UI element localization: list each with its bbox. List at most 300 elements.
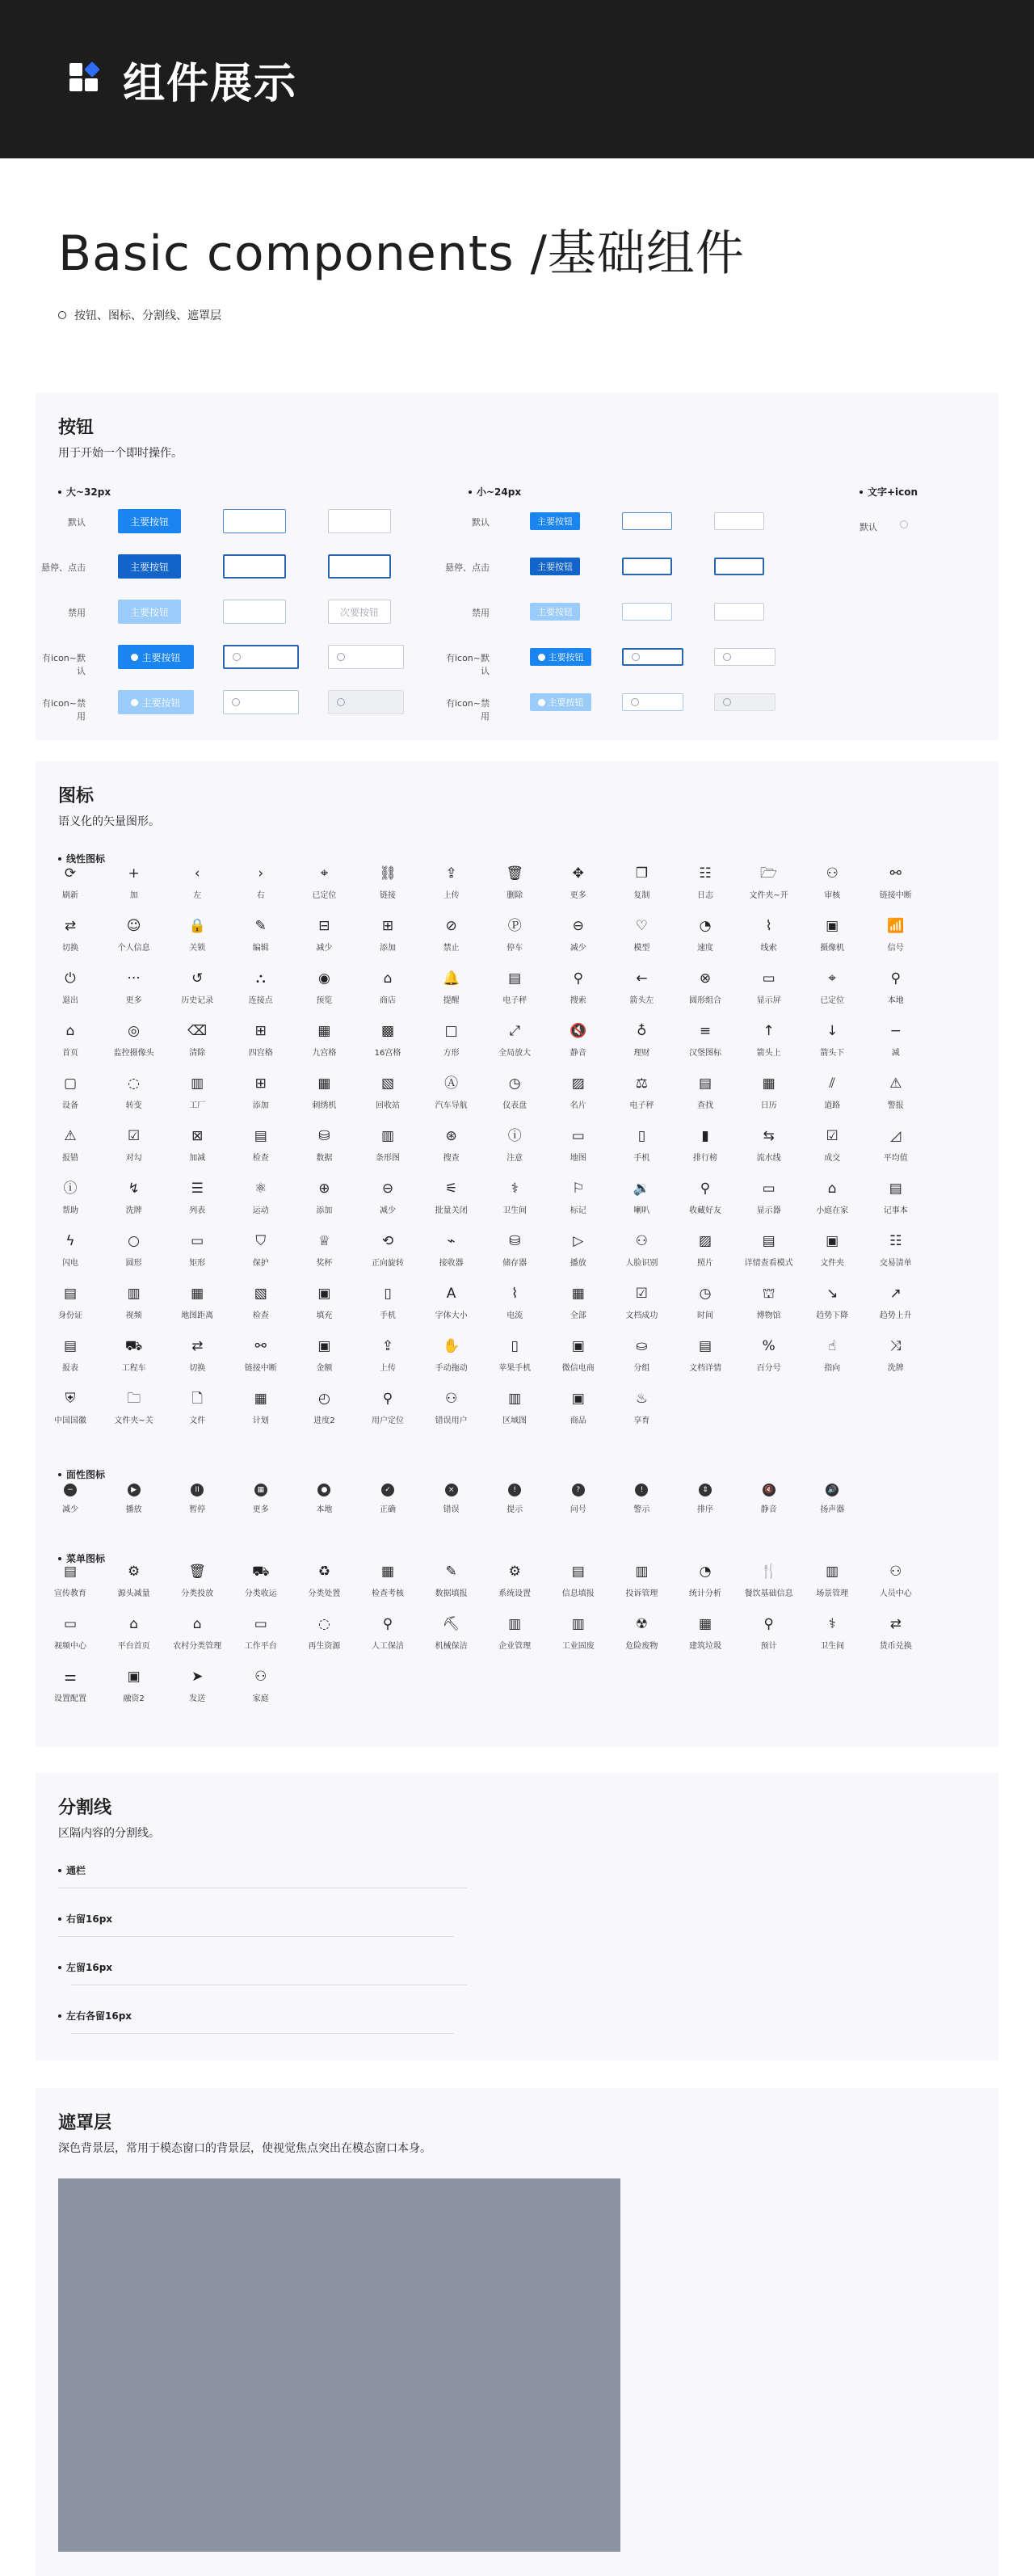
icon-label: 电流 xyxy=(506,1311,523,1320)
button-label: 主要按钮 xyxy=(141,697,181,709)
icon-item xyxy=(805,1075,859,1110)
icon-label: 加减 xyxy=(189,1154,206,1163)
icon-item xyxy=(234,1668,288,1703)
icon-label: 批量关闭 xyxy=(435,1206,468,1215)
icon-item xyxy=(679,970,732,1005)
icon-item xyxy=(297,917,351,953)
solid-glyph-icon: II xyxy=(191,1484,204,1496)
glyph-icon: ▤ xyxy=(698,1075,712,1092)
text-button[interactable] xyxy=(328,509,391,533)
circle-icon xyxy=(723,653,731,661)
icon-primary-button[interactable] xyxy=(118,645,194,669)
icon-item xyxy=(869,1337,923,1373)
small-icon-primary-button[interactable] xyxy=(530,648,591,666)
icon-label: 进度2 xyxy=(313,1416,335,1425)
icon-label: 刷新 xyxy=(62,891,78,900)
glyph-icon: ▭ xyxy=(762,970,776,987)
glyph-icon: 🔔 xyxy=(443,970,460,987)
glyph-icon: ⛁ xyxy=(318,1128,330,1144)
glyph-wrap xyxy=(170,1479,224,1496)
circle-icon xyxy=(131,699,138,706)
glyph-icon: ▭ xyxy=(191,1233,204,1249)
icon-label: 发送 xyxy=(189,1694,206,1703)
icon-item xyxy=(297,1479,351,1514)
glyph-icon: 🗑 xyxy=(188,1564,206,1580)
icon-label: 时间 xyxy=(697,1311,713,1320)
glyph-icon: ▩ xyxy=(380,1023,395,1039)
icon-item xyxy=(361,865,414,900)
glyph-icon: ☰ xyxy=(191,1181,204,1197)
small-primary-button[interactable]: 主要按钮 xyxy=(530,512,580,530)
glyph-icon: ⊖ xyxy=(572,918,584,934)
glyph-icon: + xyxy=(128,865,140,882)
icon-label: 百分号 xyxy=(756,1364,781,1373)
glyph-icon: 🍴 xyxy=(760,1564,778,1580)
icon-label: 减少 xyxy=(62,1505,78,1514)
glyph-icon: ⚇ xyxy=(635,1233,649,1249)
icon-item xyxy=(679,1479,732,1514)
glyph-icon: ▤ xyxy=(254,1128,267,1144)
glyph-icon: ▦ xyxy=(762,1075,776,1092)
glyph-icon: ◎ xyxy=(128,1023,141,1039)
icon-label: 统计分析 xyxy=(689,1589,721,1598)
icon-label: 设备 xyxy=(62,1101,78,1110)
secondary-button-hover[interactable] xyxy=(223,554,286,579)
secondary-button[interactable] xyxy=(223,509,286,533)
glyph-icon: ⚛ xyxy=(254,1181,267,1197)
icon-label: 排行榜 xyxy=(693,1154,717,1163)
icon-item xyxy=(234,1563,288,1598)
icon-item xyxy=(234,865,288,900)
icon-item xyxy=(44,1337,97,1373)
icon-label: 全部 xyxy=(570,1311,586,1320)
glyph-icon: ▤ xyxy=(63,1286,78,1302)
icon-item xyxy=(869,970,923,1005)
circle-bullet-icon xyxy=(58,311,66,319)
icon-label: 更多 xyxy=(252,1505,269,1514)
group-label: 小~24px xyxy=(469,485,521,499)
glyph-icon: ⚲ xyxy=(700,1181,711,1197)
solid-glyph-icon: − xyxy=(64,1484,77,1496)
glyph-icon: ☝ xyxy=(828,1338,837,1354)
icon-label: 减少 xyxy=(380,1206,396,1215)
icon-item xyxy=(869,1075,923,1110)
icon-label: 暂停 xyxy=(189,1505,206,1514)
icon-label: 危险废物 xyxy=(625,1642,658,1651)
glyph-icon: ⛨ xyxy=(65,1391,76,1407)
icon-item xyxy=(615,1127,668,1163)
icon-item xyxy=(44,917,97,953)
divider-section xyxy=(36,1773,998,2060)
icon-item xyxy=(805,1285,859,1320)
small-icon-secondary-button[interactable] xyxy=(622,648,683,666)
glyph-icon: ⚠ xyxy=(889,1075,902,1092)
glyph-icon: ⌂ xyxy=(65,1023,75,1039)
icon-item xyxy=(488,1075,541,1110)
icon-label: 融资2 xyxy=(123,1694,145,1703)
button-section xyxy=(36,393,998,740)
icon-item xyxy=(107,1285,161,1320)
row-label: 禁用 xyxy=(472,608,490,618)
icon-label: 本地 xyxy=(887,996,904,1005)
glyph-icon: ▣ xyxy=(826,918,839,934)
icon-label: 分组 xyxy=(633,1364,650,1373)
icon-item xyxy=(488,917,541,953)
icon-label: 报错 xyxy=(62,1154,78,1163)
glyph-icon: ⛟ xyxy=(124,1338,143,1354)
glyph-wrap xyxy=(552,1479,605,1496)
icon-item xyxy=(425,1075,478,1110)
icon-item xyxy=(107,865,161,900)
icon-item xyxy=(679,1563,732,1598)
icon-label: 宣传教育 xyxy=(54,1589,86,1598)
glyph-icon: ← xyxy=(636,970,648,987)
icon-label: 加 xyxy=(129,891,138,900)
small-text-button[interactable] xyxy=(714,512,764,530)
intro-subtitle-text: 按钮、图标、分割线、遮罩层 xyxy=(74,309,221,322)
glyph-icon: ⚖ xyxy=(635,1075,649,1092)
icon-item xyxy=(425,865,478,900)
glyph-wrap xyxy=(425,1479,478,1496)
glyph-icon: ⌂ xyxy=(827,1181,837,1197)
circle-icon xyxy=(538,699,545,706)
icon-item xyxy=(742,1479,796,1514)
glyph-icon: ▧ xyxy=(254,1286,267,1302)
icon-label: 问号 xyxy=(570,1505,586,1514)
icon-item xyxy=(679,917,732,953)
icon-item xyxy=(361,1180,414,1215)
icon-item xyxy=(297,1285,351,1320)
icon-item xyxy=(679,1127,732,1163)
small-icon-text-button[interactable] xyxy=(714,648,776,666)
circle-icon xyxy=(538,654,545,661)
icon-item xyxy=(742,1022,796,1058)
glyph-icon: ◷ xyxy=(699,1286,712,1302)
icon-item xyxy=(107,1479,161,1514)
divider-label: 左留16px xyxy=(58,1960,112,1974)
icon-item xyxy=(488,1285,541,1320)
icon-label: 错误 xyxy=(443,1505,460,1514)
solid-glyph-icon: 🔇 xyxy=(763,1484,776,1496)
icon-item xyxy=(805,1232,859,1268)
page-title: 组件展示 xyxy=(123,59,298,108)
icon-item xyxy=(170,1563,224,1598)
section-desc: 区隔内容的分割线。 xyxy=(58,1827,160,1840)
icon-label: 箭头上 xyxy=(756,1049,781,1058)
icon-label: 博物馆 xyxy=(756,1311,781,1320)
icon-label: 视频 xyxy=(125,1311,142,1320)
icon-item xyxy=(234,1075,288,1110)
icon-item xyxy=(869,1285,923,1320)
icon-label: 道路 xyxy=(824,1101,841,1110)
icon-label: 设置配置 xyxy=(54,1694,86,1703)
circle-icon xyxy=(631,698,639,706)
glyph-wrap xyxy=(234,1479,288,1496)
glyph-icon: ⇄ xyxy=(889,1616,902,1632)
glyph-icon: ⚲ xyxy=(763,1616,774,1632)
glyph-icon: 🗋 xyxy=(191,1391,204,1407)
glyph-icon: ⌂ xyxy=(192,1616,202,1632)
glyph-wrap xyxy=(488,1479,541,1496)
glyph-icon: ▦ xyxy=(380,1564,395,1580)
icon-item xyxy=(425,1390,478,1425)
icon-item xyxy=(552,1615,605,1651)
icon-label: 货币兑换 xyxy=(879,1642,912,1651)
icon-label: 左 xyxy=(193,891,202,900)
glyph-icon: ▣ xyxy=(571,1338,585,1354)
icon-label: 上传 xyxy=(443,891,460,900)
icon-item xyxy=(297,1390,351,1425)
icon-label: 预计 xyxy=(760,1642,777,1651)
icon-item xyxy=(615,970,668,1005)
divider-right-inset xyxy=(58,1936,454,1937)
row-label: 有icon~默认 xyxy=(41,653,86,676)
glyph-icon: ⛉ xyxy=(255,1233,267,1249)
glyph-icon: ⏻ xyxy=(65,970,76,987)
icon-label: 文件夹~开 xyxy=(749,891,788,900)
glyph-icon: ▥ xyxy=(508,1391,522,1407)
icon-label: 卫生间 xyxy=(502,1206,528,1215)
glyph-icon: ⛬ xyxy=(255,970,266,987)
icon-label: 汽车导航 xyxy=(435,1101,468,1110)
icon-item xyxy=(44,1075,97,1110)
glyph-icon: Ⓟ xyxy=(507,918,522,934)
glyph-icon: ☺ xyxy=(126,918,141,934)
icon-label: 更多 xyxy=(570,891,586,900)
glyph-icon: ◴ xyxy=(317,1391,330,1407)
icon-label: 商品 xyxy=(570,1416,586,1425)
glyph-icon: ▤ xyxy=(698,1338,712,1354)
icon-label: 上传 xyxy=(380,1364,396,1373)
icon-item xyxy=(234,1390,288,1425)
icon-item xyxy=(552,1563,605,1598)
icon-label: 信息填报 xyxy=(561,1589,595,1598)
page-header xyxy=(0,0,1034,158)
icon-item xyxy=(234,1232,288,1268)
icon-label: 流水线 xyxy=(756,1154,781,1163)
text-icon-button[interactable] xyxy=(895,517,913,532)
solid-glyph-icon: × xyxy=(445,1484,458,1496)
icon-item xyxy=(552,1075,605,1110)
button-label: 主要按钮 xyxy=(548,697,584,708)
small-primary-button-disabled: 主要按钮 xyxy=(530,603,580,621)
row-label: 有icon~禁用 xyxy=(41,698,86,722)
glyph-icon: ⫽ xyxy=(829,1075,835,1092)
row-label: 悬停、点击 xyxy=(41,562,86,573)
icon-item xyxy=(742,1337,796,1373)
intro xyxy=(0,158,1034,393)
icon-item xyxy=(615,1022,668,1058)
glyph-icon: ▣ xyxy=(571,1391,585,1407)
glyph-icon: ⊠ xyxy=(191,1128,204,1144)
icon-item xyxy=(107,1127,161,1163)
icon-item xyxy=(425,1180,478,1215)
glyph-icon: ▥ xyxy=(191,1075,204,1092)
icon-item xyxy=(679,1615,732,1651)
icon-label: 历史记录 xyxy=(181,996,214,1005)
group-label: 菜单图标 xyxy=(58,1551,105,1565)
icon-item xyxy=(552,1180,605,1215)
icon-item xyxy=(107,1337,161,1373)
icon-label: 文件夹~关 xyxy=(114,1416,153,1425)
icon-item xyxy=(44,1180,97,1215)
icon-label: 显示屏 xyxy=(756,996,781,1005)
glyph-icon: ⚇ xyxy=(826,865,839,882)
icon-label: 仪表盘 xyxy=(502,1101,528,1110)
section-title: 分割线 xyxy=(58,1798,112,1818)
icon-item xyxy=(107,1075,161,1110)
glyph-icon: ▥ xyxy=(635,1564,649,1580)
glyph-icon: ◔ xyxy=(699,918,712,934)
icon-label: 个人信息 xyxy=(117,944,150,953)
icon-item xyxy=(170,1232,224,1268)
tertiary-button-disabled: 次要按钮 xyxy=(328,600,391,624)
glyph-icon: ⚕ xyxy=(828,1616,836,1632)
glyph-icon: ◔ xyxy=(699,1564,712,1580)
solid-glyph-icon: ! xyxy=(508,1484,521,1496)
icon-label: 工作平台 xyxy=(244,1642,277,1651)
glyph-icon: ⇪ xyxy=(381,1338,394,1354)
icon-label: 详情查看模式 xyxy=(744,1259,793,1268)
glyph-icon: ▦ xyxy=(571,1286,585,1302)
glyph-icon: ⚲ xyxy=(890,970,902,987)
glyph-wrap xyxy=(679,1479,732,1496)
icon-item xyxy=(234,1180,288,1215)
icon-label: 保护 xyxy=(252,1259,269,1268)
icon-label: 审核 xyxy=(824,891,841,900)
glyph-icon: ▭ xyxy=(571,1128,585,1144)
section-desc: 语义化的矢量图形。 xyxy=(58,815,160,828)
circle-icon xyxy=(337,653,345,661)
small-secondary-button-hover[interactable] xyxy=(622,558,672,575)
glyph-icon: ↯ xyxy=(128,1181,140,1197)
icon-item xyxy=(679,1337,732,1373)
section-title: 遮罩层 xyxy=(58,2113,112,2133)
small-tertiary-button-disabled xyxy=(714,603,764,621)
glyph-icon: Ⓐ xyxy=(444,1075,459,1092)
icon-item xyxy=(805,970,859,1005)
icon-item xyxy=(615,1180,668,1215)
primary-button-hover[interactable]: 主要按钮 xyxy=(118,554,181,579)
icon-item xyxy=(361,1285,414,1320)
icon-item xyxy=(297,1232,351,1268)
glyph-icon: 📶 xyxy=(887,918,905,934)
divider-label: 左右各留16px xyxy=(58,2009,132,2022)
row-label: 悬停、点击 xyxy=(445,562,490,573)
icon-label: 减少 xyxy=(316,944,333,953)
icon-item xyxy=(170,1390,224,1425)
icon-label: 源头减量 xyxy=(117,1589,150,1598)
icon-item xyxy=(679,1075,732,1110)
icon-text-button[interactable] xyxy=(328,645,404,669)
icon-item xyxy=(44,1563,97,1598)
group-label: 文字+icon xyxy=(860,485,918,499)
small-text-button-hover[interactable] xyxy=(714,558,764,575)
icon-item xyxy=(552,1022,605,1058)
icon-item xyxy=(234,970,288,1005)
icon-item xyxy=(361,1563,414,1598)
icon-label: 信号 xyxy=(887,944,904,953)
small-primary-button-hover[interactable]: 主要按钮 xyxy=(530,558,580,575)
icon-label: 编辑 xyxy=(252,944,269,953)
icon-item xyxy=(742,1232,796,1268)
icon-item xyxy=(805,1479,859,1514)
icon-label: 再生资源 xyxy=(308,1642,341,1651)
primary-button[interactable]: 主要按钮 xyxy=(118,509,181,533)
button-label: 主要按钮 xyxy=(548,652,584,663)
icon-item xyxy=(297,1127,351,1163)
icon-label: 地图 xyxy=(570,1154,586,1163)
icon-item xyxy=(805,917,859,953)
icon-item xyxy=(44,865,97,900)
glyph-icon: ↘ xyxy=(826,1286,839,1302)
glyph-icon: 🗑 xyxy=(506,865,523,882)
solid-glyph-icon: ⇕ xyxy=(699,1484,712,1496)
icon-item xyxy=(170,1668,224,1703)
icon-label: 已定位 xyxy=(820,996,845,1005)
section-title: 按钮 xyxy=(58,418,95,438)
icon-label: 删除 xyxy=(506,891,523,900)
glyph-icon: ⓘ xyxy=(507,1128,522,1144)
glyph-icon: ▦ xyxy=(191,1286,204,1302)
glyph-icon: ⤢ xyxy=(509,1023,520,1039)
glyph-icon: ○ xyxy=(128,1233,141,1249)
circle-icon xyxy=(232,698,240,706)
icon-label: 全局放大 xyxy=(498,1049,532,1058)
icon-label: 奖杯 xyxy=(316,1259,333,1268)
icon-label: 警报 xyxy=(887,1101,904,1110)
small-icon-primary-button-disabled xyxy=(530,693,591,711)
glyph-icon: ⚠ xyxy=(64,1128,77,1144)
icon-item xyxy=(234,1285,288,1320)
small-secondary-button[interactable] xyxy=(622,512,672,530)
icon-tertiary-button-disabled xyxy=(328,690,404,714)
icon-item xyxy=(425,917,478,953)
icon-label: 人工保洁 xyxy=(372,1642,404,1651)
icon-item xyxy=(425,1127,478,1163)
glyph-icon: ▣ xyxy=(127,1669,141,1685)
icon-label: 电子秤 xyxy=(629,1101,654,1110)
small-secondary-button-disabled xyxy=(622,603,672,621)
icon-label: 九宫格 xyxy=(312,1049,337,1058)
icon-item xyxy=(297,1180,351,1215)
glyph-icon: ↓ xyxy=(826,1023,839,1039)
glyph-wrap xyxy=(615,1479,668,1496)
icon-label: 分类收运 xyxy=(244,1589,277,1598)
icon-item xyxy=(805,1615,859,1651)
icon-label: 工厂 xyxy=(189,1101,206,1110)
icon-label: 箭头下 xyxy=(820,1049,845,1058)
glyph-icon: ⇄ xyxy=(191,1338,204,1354)
icon-label: 人员中心 xyxy=(879,1589,912,1598)
icon-item xyxy=(742,1075,796,1110)
icon-item xyxy=(552,1479,605,1514)
glyph-icon: ⊞ xyxy=(254,1075,267,1092)
icon-secondary-button[interactable] xyxy=(223,645,299,669)
icon-label: 字体大小 xyxy=(435,1311,468,1320)
icon-label: 身份证 xyxy=(58,1311,82,1320)
text-button-hover[interactable] xyxy=(328,554,391,579)
icon-label: 运动 xyxy=(252,1206,269,1215)
icon-item xyxy=(615,865,668,900)
glyph-icon: ▦ xyxy=(698,1616,712,1632)
divider-both-inset xyxy=(71,2033,454,2034)
icon-item xyxy=(552,1390,605,1425)
icon-label: 四宫格 xyxy=(248,1049,273,1058)
circle-icon xyxy=(900,520,908,528)
icon-label: 工业固废 xyxy=(561,1642,595,1651)
glyph-icon: ▤ xyxy=(762,1233,776,1249)
